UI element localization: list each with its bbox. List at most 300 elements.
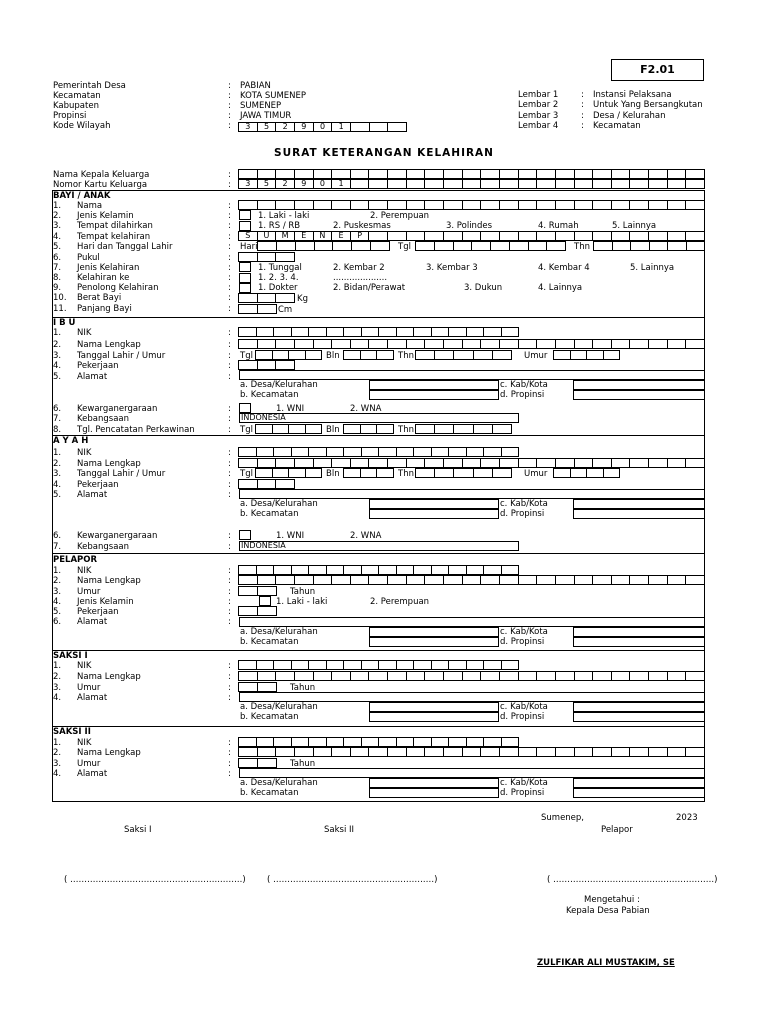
char-box[interactable] (406, 671, 426, 681)
char-box[interactable] (592, 575, 612, 585)
char-box[interactable] (629, 231, 649, 241)
char-box[interactable] (574, 575, 594, 585)
char-box[interactable] (648, 179, 668, 189)
char-box[interactable] (443, 575, 463, 585)
char-box[interactable] (406, 231, 426, 241)
char-box[interactable] (238, 304, 258, 314)
char-box[interactable] (611, 747, 631, 757)
char-box[interactable] (343, 468, 361, 478)
char-box[interactable] (272, 468, 290, 478)
char-box[interactable] (480, 339, 500, 349)
nationality-box[interactable]: INDONESIA (239, 413, 519, 423)
char-box[interactable] (648, 458, 668, 468)
char-box[interactable] (424, 671, 444, 681)
char-box[interactable] (361, 660, 380, 670)
char-box[interactable] (667, 339, 687, 349)
addr-city-box[interactable] (573, 702, 705, 712)
name-boxes[interactable] (239, 747, 705, 757)
char-box[interactable] (376, 468, 394, 478)
name-boxes[interactable] (239, 458, 705, 468)
char-box[interactable]: N (313, 231, 333, 241)
char-box[interactable] (275, 200, 295, 210)
char-box[interactable] (471, 241, 491, 251)
char-box[interactable] (592, 671, 612, 681)
char-box[interactable] (443, 747, 463, 757)
char-box[interactable] (276, 241, 296, 251)
char-box[interactable] (603, 468, 621, 478)
char-box[interactable] (326, 660, 345, 670)
char-box[interactable] (343, 447, 362, 457)
char-box[interactable] (667, 169, 687, 179)
char-box[interactable] (368, 671, 388, 681)
char-box[interactable] (256, 565, 275, 575)
char-box[interactable] (518, 458, 538, 468)
char-box[interactable] (291, 737, 310, 747)
length-boxes[interactable] (239, 304, 277, 314)
char-box[interactable] (499, 200, 519, 210)
char-box[interactable] (369, 122, 389, 132)
char-box[interactable] (611, 169, 631, 179)
addr-village-box[interactable] (369, 778, 499, 788)
birthplace-type-box[interactable] (239, 221, 251, 231)
char-box[interactable] (257, 241, 277, 251)
char-box[interactable] (308, 737, 327, 747)
time-boxes[interactable] (239, 252, 295, 262)
char-box[interactable] (462, 231, 482, 241)
char-box[interactable] (368, 747, 388, 757)
year-boxes[interactable] (594, 241, 705, 251)
day-boxes[interactable] (256, 468, 322, 478)
char-box[interactable] (275, 747, 295, 757)
char-box[interactable] (480, 458, 500, 468)
char-box[interactable] (413, 327, 432, 337)
addr-city-box[interactable] (573, 627, 705, 637)
char-box[interactable] (257, 293, 277, 303)
char-box[interactable] (629, 747, 649, 757)
birthplace-boxes[interactable] (239, 231, 705, 241)
char-box[interactable] (453, 241, 473, 251)
char-box[interactable] (648, 200, 668, 210)
char-box[interactable] (273, 660, 292, 670)
address-box[interactable] (239, 768, 705, 778)
char-box[interactable] (434, 241, 454, 251)
addr-province-box[interactable] (573, 390, 705, 400)
char-box[interactable] (257, 479, 277, 489)
char-box[interactable] (501, 447, 520, 457)
char-box[interactable] (378, 327, 397, 337)
char-box[interactable] (294, 458, 314, 468)
char-box[interactable] (396, 660, 415, 670)
char-box[interactable] (629, 179, 649, 189)
char-box[interactable] (574, 339, 594, 349)
char-box[interactable] (612, 241, 632, 251)
char-box[interactable] (570, 350, 588, 360)
char-box[interactable] (331, 200, 351, 210)
char-box[interactable] (343, 424, 361, 434)
char-box[interactable] (553, 468, 571, 478)
char-box[interactable] (462, 575, 482, 585)
date-boxes[interactable] (416, 241, 566, 251)
char-box[interactable] (350, 122, 370, 132)
char-box[interactable] (555, 747, 575, 757)
nik-boxes[interactable] (239, 565, 519, 575)
char-box[interactable] (308, 327, 327, 337)
char-box[interactable] (462, 179, 482, 189)
char-box[interactable] (453, 468, 473, 478)
char-box[interactable] (499, 339, 519, 349)
char-box[interactable] (361, 327, 380, 337)
char-box[interactable] (434, 350, 454, 360)
char-box[interactable] (396, 565, 415, 575)
char-box[interactable] (574, 458, 594, 468)
char-box[interactable] (667, 747, 687, 757)
char-box[interactable] (611, 671, 631, 681)
addr-province-box[interactable] (573, 637, 705, 647)
addr-province-box[interactable] (573, 509, 705, 519)
name-boxes[interactable] (239, 671, 705, 681)
char-box[interactable] (257, 758, 277, 768)
char-box[interactable] (238, 458, 258, 468)
char-box[interactable] (443, 231, 463, 241)
char-box[interactable] (275, 293, 295, 303)
citizenship-box[interactable] (239, 530, 251, 540)
char-box[interactable] (667, 231, 687, 241)
char-box[interactable] (343, 327, 362, 337)
char-box[interactable] (499, 747, 519, 757)
char-box[interactable] (509, 241, 529, 251)
char-box[interactable] (275, 252, 295, 262)
char-box[interactable] (492, 350, 512, 360)
year-boxes[interactable] (416, 350, 512, 360)
char-box[interactable] (499, 231, 519, 241)
char-box[interactable]: 2 (275, 122, 295, 132)
char-box[interactable] (331, 747, 351, 757)
char-box[interactable] (592, 231, 612, 241)
char-box[interactable]: M (275, 231, 295, 241)
char-box[interactable] (275, 360, 295, 370)
address-box[interactable] (239, 692, 705, 702)
char-box[interactable] (686, 241, 706, 251)
char-box[interactable] (555, 179, 575, 189)
char-box[interactable] (574, 747, 594, 757)
char-box[interactable] (466, 565, 485, 575)
char-box[interactable] (294, 747, 314, 757)
char-box[interactable] (462, 200, 482, 210)
char-box[interactable] (255, 424, 273, 434)
char-box[interactable] (574, 200, 594, 210)
char-box[interactable] (332, 241, 352, 251)
char-box[interactable] (480, 169, 500, 179)
char-box[interactable] (368, 200, 388, 210)
char-box[interactable] (483, 447, 502, 457)
char-box[interactable] (331, 671, 351, 681)
char-box[interactable] (291, 565, 310, 575)
char-box[interactable] (592, 339, 612, 349)
char-box[interactable] (483, 737, 502, 747)
char-box[interactable] (424, 200, 444, 210)
char-box[interactable] (238, 671, 258, 681)
char-box[interactable]: 1 (331, 179, 351, 189)
char-box[interactable] (396, 447, 415, 457)
char-box[interactable] (611, 339, 631, 349)
char-box[interactable] (255, 468, 273, 478)
char-box[interactable] (238, 339, 258, 349)
addr-village-box[interactable] (369, 380, 499, 390)
char-box[interactable] (453, 424, 473, 434)
char-box[interactable] (499, 169, 519, 179)
address-box[interactable] (239, 489, 705, 499)
job-boxes[interactable] (239, 606, 277, 616)
char-box[interactable] (238, 360, 258, 370)
citizenship-box[interactable] (239, 403, 251, 413)
char-box[interactable] (291, 660, 310, 670)
char-box[interactable]: 1 (331, 122, 351, 132)
char-box[interactable]: 5 (257, 122, 277, 132)
char-box[interactable] (424, 169, 444, 179)
char-box[interactable] (611, 575, 631, 585)
char-box[interactable] (294, 339, 314, 349)
addr-city-box[interactable] (573, 499, 705, 509)
char-box[interactable] (368, 575, 388, 585)
char-box[interactable] (555, 231, 575, 241)
char-box[interactable] (667, 458, 687, 468)
char-box[interactable] (257, 606, 277, 616)
char-box[interactable] (424, 179, 444, 189)
name-boxes[interactable] (239, 575, 705, 585)
char-box[interactable] (378, 660, 397, 670)
char-box[interactable] (413, 737, 432, 747)
char-box[interactable] (448, 565, 467, 575)
char-box[interactable] (361, 447, 380, 457)
char-box[interactable] (295, 241, 315, 251)
char-box[interactable] (501, 565, 520, 575)
char-box[interactable] (466, 327, 485, 337)
month-boxes[interactable] (344, 350, 394, 360)
char-box[interactable] (275, 479, 295, 489)
char-box[interactable] (238, 682, 258, 692)
addr-village-box[interactable] (369, 499, 499, 509)
char-box[interactable] (685, 575, 705, 585)
addr-village-box[interactable] (369, 702, 499, 712)
char-box[interactable] (592, 200, 612, 210)
char-box[interactable] (462, 169, 482, 179)
char-box[interactable] (431, 565, 450, 575)
address-box[interactable] (239, 617, 705, 627)
char-box[interactable] (313, 458, 333, 468)
char-box[interactable] (288, 468, 306, 478)
char-box[interactable] (288, 350, 306, 360)
char-box[interactable]: E (294, 231, 314, 241)
birth-attendant-box[interactable] (239, 283, 251, 293)
char-box[interactable] (499, 671, 519, 681)
age-boxes[interactable] (239, 682, 277, 692)
char-box[interactable] (406, 200, 426, 210)
char-box[interactable] (536, 747, 556, 757)
char-box[interactable] (611, 179, 631, 189)
char-box[interactable] (331, 575, 351, 585)
char-box[interactable] (480, 179, 500, 189)
char-box[interactable] (238, 758, 258, 768)
char-box[interactable] (667, 200, 687, 210)
char-box[interactable] (570, 468, 588, 478)
char-box[interactable] (305, 468, 323, 478)
char-box[interactable] (350, 179, 370, 189)
char-box[interactable] (443, 339, 463, 349)
gender-box[interactable] (239, 210, 251, 220)
char-box[interactable] (536, 179, 556, 189)
char-box[interactable] (378, 565, 397, 575)
char-box[interactable] (387, 231, 407, 241)
char-box[interactable] (499, 179, 519, 189)
char-box[interactable] (257, 586, 277, 596)
char-box[interactable] (448, 327, 467, 337)
char-box[interactable] (331, 339, 351, 349)
char-box[interactable] (275, 458, 295, 468)
char-box[interactable] (257, 458, 277, 468)
char-box[interactable] (424, 575, 444, 585)
char-box[interactable] (424, 231, 444, 241)
char-box[interactable] (629, 671, 649, 681)
char-box[interactable] (443, 200, 463, 210)
age-boxes[interactable] (239, 758, 277, 768)
char-box[interactable] (275, 169, 295, 179)
nationality-box[interactable]: INDONESIA (239, 541, 519, 551)
char-box[interactable] (462, 339, 482, 349)
char-box[interactable] (443, 458, 463, 468)
char-box[interactable] (518, 200, 538, 210)
char-box[interactable]: U (257, 231, 277, 241)
char-box[interactable] (288, 424, 306, 434)
weight-boxes[interactable] (239, 293, 295, 303)
char-box[interactable] (272, 350, 290, 360)
char-box[interactable] (238, 747, 258, 757)
char-box[interactable]: 0 (313, 122, 333, 132)
char-box[interactable] (308, 447, 327, 457)
char-box[interactable] (350, 339, 370, 349)
char-box[interactable] (294, 200, 314, 210)
char-box[interactable] (536, 458, 556, 468)
char-box[interactable]: 2 (275, 179, 295, 189)
char-box[interactable] (685, 671, 705, 681)
char-box[interactable] (555, 169, 575, 179)
char-box[interactable] (574, 671, 594, 681)
char-box[interactable] (518, 671, 538, 681)
kode-wilayah-boxes[interactable] (239, 122, 407, 132)
char-box[interactable] (291, 327, 310, 337)
char-box[interactable] (501, 660, 520, 670)
kk-name-boxes[interactable] (239, 169, 705, 179)
char-box[interactable] (257, 682, 277, 692)
char-box[interactable] (275, 671, 295, 681)
char-box[interactable] (257, 747, 277, 757)
char-box[interactable] (555, 671, 575, 681)
char-box[interactable] (480, 231, 500, 241)
char-box[interactable] (291, 447, 310, 457)
char-box[interactable] (326, 447, 345, 457)
char-box[interactable] (536, 200, 556, 210)
char-box[interactable] (555, 339, 575, 349)
char-box[interactable] (611, 458, 631, 468)
char-box[interactable] (424, 339, 444, 349)
char-box[interactable] (553, 350, 571, 360)
char-box[interactable] (648, 231, 668, 241)
char-box[interactable] (685, 200, 705, 210)
char-box[interactable] (238, 565, 257, 575)
char-box[interactable] (313, 747, 333, 757)
char-box[interactable] (313, 169, 333, 179)
char-box[interactable] (378, 447, 397, 457)
char-box[interactable] (387, 339, 407, 349)
char-box[interactable] (574, 169, 594, 179)
char-box[interactable] (518, 169, 538, 179)
char-box[interactable] (518, 575, 538, 585)
char-box[interactable] (536, 575, 556, 585)
char-box[interactable] (648, 339, 668, 349)
addr-district-box[interactable] (369, 712, 499, 722)
char-box[interactable] (313, 200, 333, 210)
char-box[interactable] (257, 304, 277, 314)
char-box[interactable] (685, 339, 705, 349)
char-box[interactable]: 9 (294, 122, 314, 132)
char-box[interactable] (415, 424, 435, 434)
char-box[interactable] (376, 424, 394, 434)
char-box[interactable] (368, 169, 388, 179)
char-box[interactable] (238, 606, 258, 616)
char-box[interactable] (648, 747, 668, 757)
char-box[interactable] (387, 179, 407, 189)
birth-order-box[interactable] (239, 273, 251, 283)
nik-boxes[interactable] (239, 327, 519, 337)
char-box[interactable] (555, 575, 575, 585)
char-box[interactable] (361, 737, 380, 747)
addr-province-box[interactable] (573, 712, 705, 722)
char-box[interactable] (536, 339, 556, 349)
char-box[interactable] (453, 350, 473, 360)
char-box[interactable] (273, 327, 292, 337)
nik-boxes[interactable] (239, 737, 519, 747)
char-box[interactable] (473, 424, 493, 434)
char-box[interactable] (275, 339, 295, 349)
char-box[interactable] (305, 424, 323, 434)
char-box[interactable] (501, 737, 520, 747)
char-box[interactable] (574, 231, 594, 241)
char-box[interactable] (272, 424, 290, 434)
char-box[interactable] (313, 339, 333, 349)
age-boxes[interactable] (554, 350, 620, 360)
char-box[interactable] (238, 169, 258, 179)
char-box[interactable]: S (238, 231, 258, 241)
char-box[interactable] (413, 660, 432, 670)
char-box[interactable] (629, 458, 649, 468)
gender-box[interactable] (259, 596, 271, 606)
char-box[interactable] (648, 575, 668, 585)
char-box[interactable] (378, 737, 397, 747)
char-box[interactable] (368, 179, 388, 189)
kk-number-boxes[interactable] (239, 179, 705, 189)
char-box[interactable]: 3 (238, 122, 258, 132)
char-box[interactable] (448, 737, 467, 747)
char-box[interactable] (424, 747, 444, 757)
char-box[interactable] (331, 458, 351, 468)
char-box[interactable] (667, 671, 687, 681)
char-box[interactable] (343, 737, 362, 747)
char-box[interactable] (350, 671, 370, 681)
day-boxes[interactable] (258, 241, 390, 251)
char-box[interactable] (376, 350, 394, 360)
addr-district-box[interactable] (369, 390, 499, 400)
char-box[interactable] (480, 200, 500, 210)
char-box[interactable] (294, 671, 314, 681)
